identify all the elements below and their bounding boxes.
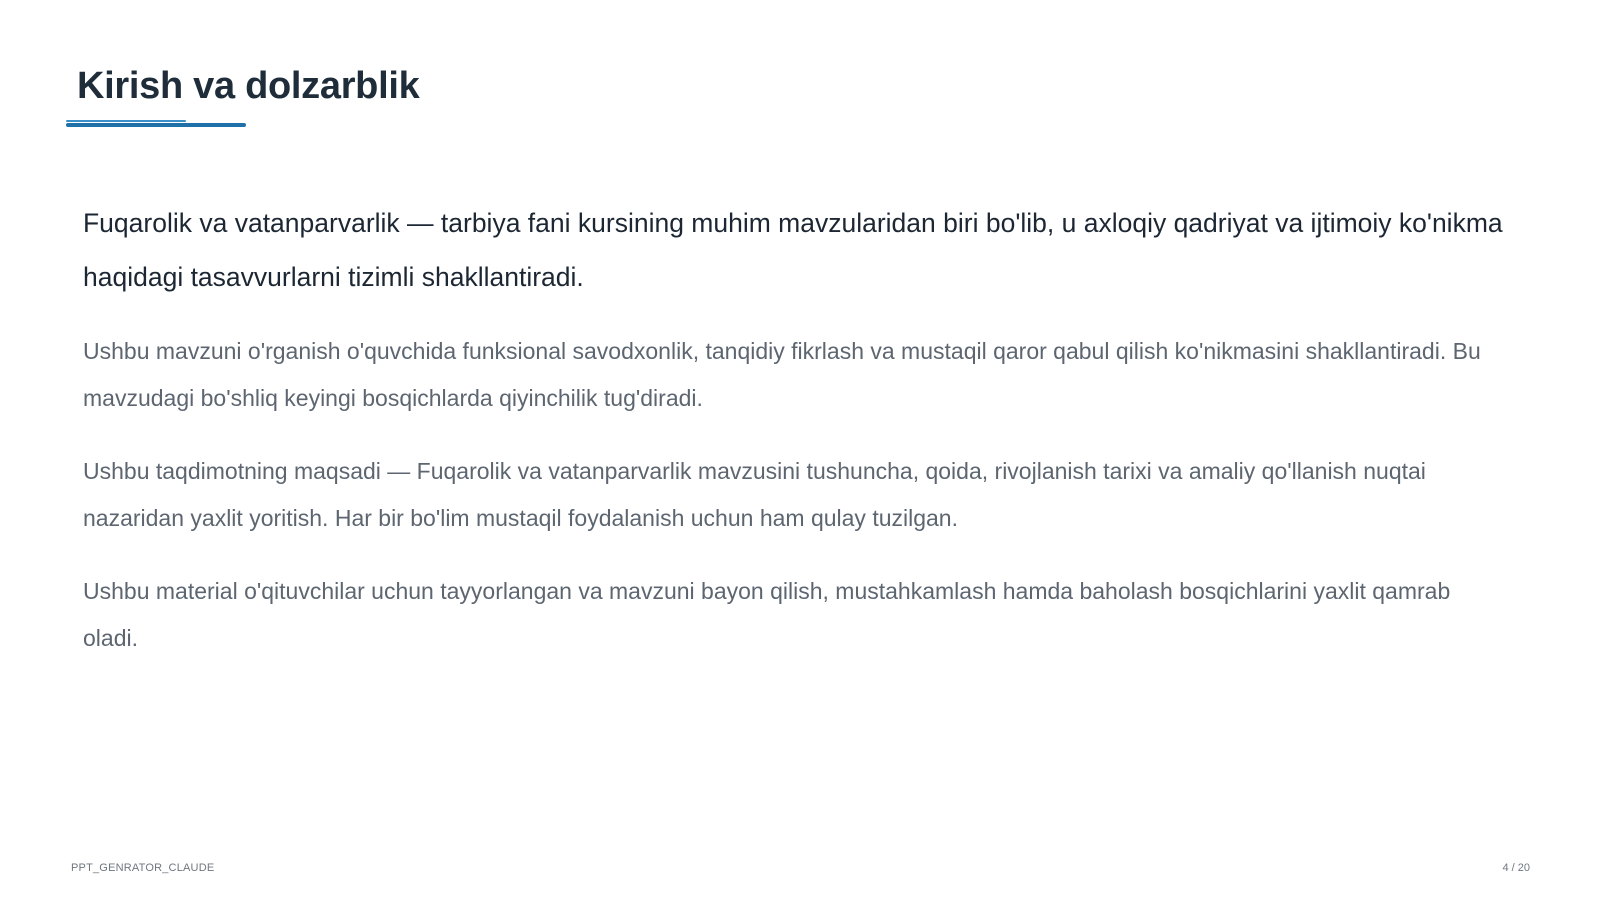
body-paragraph-3: Ushbu material o'qituvchilar uchun tayyorlangan va mavzuni bayon qilish, mustahkamlash hamda baholash bosqichlarini yaxlit qamrab oladi. — [83, 578, 1451, 651]
lead-paragraph: Fuqarolik va vatanparvarlik — tarbiya fani kursining muhim mavzularidan biri bo'lib, u axloqiy qadriyat va ijtimoiy ko'nikma haqidagi tasavvurlarni tizimli shakllantiradi. — [83, 208, 1503, 292]
title-underline-accent — [66, 120, 186, 122]
footer-brand: PPT_GENRATOR_CLAUDE — [71, 862, 215, 874]
slide-title: Kirish va dolzarblik — [77, 65, 420, 107]
title-underline — [66, 123, 246, 127]
page-number: 4 / 20 — [1502, 862, 1530, 874]
body-paragraph-2: Ushbu taqdimotning maqsadi — Fuqarolik va vatanparvarlik mavzusini tushuncha, qoida, rivojlanish tarixi va amaliy qo'llanish nuqtai nazaridan yaxlit yoritish. Har bir bo'lim mustaqil foydalanish uchun ham qulay tuzilgan. — [83, 458, 1426, 531]
body-paragraph-1: Ushbu mavzuni o'rganish o'quvchida funksional savodxonlik, tanqidiy fikrlash va mustaqil qaror qabul qilish ko'nikmasini shakllantiradi. Bu mavzudagi bo'shliq keyingi bosqichlarda qiyinchilik tug'diradi. — [83, 338, 1481, 411]
slide-content — [83, 196, 1503, 688]
